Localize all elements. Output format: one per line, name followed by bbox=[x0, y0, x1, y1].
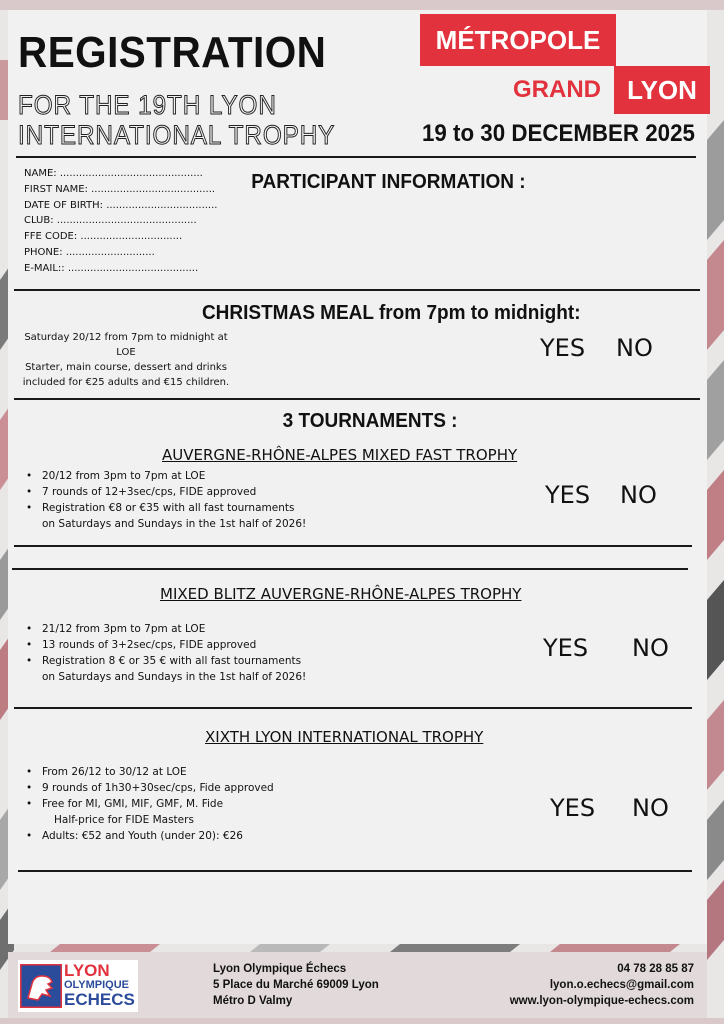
club-contact bbox=[510, 961, 694, 1009]
tournament-3-yes-option[interactable]: YES bbox=[550, 794, 596, 822]
tournament-2-details bbox=[22, 621, 306, 685]
tournament-1-name: AUVERGNE-RHÔNE-ALPES MIXED FAST TROPHY bbox=[162, 446, 518, 464]
phone-number: 04 78 28 85 87 bbox=[617, 963, 694, 975]
email-field[interactable]: E-MAIL:: ......................................... bbox=[24, 262, 199, 274]
website-link[interactable]: www.lyon-olympique-echecs.com bbox=[509, 995, 694, 1007]
email-link[interactable]: lyon.o.echecs@gmail.com bbox=[549, 979, 694, 991]
detail-item: • 21/12 from 3pm to 7pm at LOE bbox=[36, 621, 306, 637]
club-logo-line2: OLYMPIQUE bbox=[64, 979, 129, 991]
club-address bbox=[213, 961, 379, 1009]
meal-yes-option[interactable]: YES bbox=[540, 334, 586, 362]
club-field[interactable]: CLUB: ............................................ bbox=[24, 215, 197, 227]
metropole-logo-top: MÉTROPOLE bbox=[420, 14, 616, 66]
divider bbox=[14, 398, 700, 400]
detail-continuation: on Saturdays and Sundays in the 1st half of 2026! bbox=[42, 671, 307, 683]
participant-heading: PARTICIPANT INFORMATION : bbox=[251, 171, 526, 193]
meal-desc-line: included for €25 adults and €15 children. bbox=[22, 377, 230, 388]
meal-description bbox=[16, 330, 236, 390]
address-line: Métro D Valmy bbox=[213, 995, 293, 1007]
detail-item: • Free for MI, GMI, MIF, GMF, M. Fide bbox=[36, 796, 274, 812]
tournament-1-no-option[interactable]: NO bbox=[620, 481, 657, 509]
lion-icon bbox=[20, 964, 62, 1008]
tournament-3-details bbox=[22, 764, 274, 844]
detail-item: • 20/12 from 3pm to 7pm at LOE bbox=[36, 468, 306, 484]
tournament-1-yes-option[interactable]: YES bbox=[545, 481, 591, 509]
address-line: 5 Place du Marché 69009 Lyon bbox=[213, 979, 379, 991]
meal-desc-line: Starter, main course, dessert and drinks bbox=[25, 362, 227, 373]
divider bbox=[12, 568, 688, 570]
tournament-3-no-option[interactable]: NO bbox=[632, 794, 669, 822]
tournament-2-yes-option[interactable]: YES bbox=[543, 634, 589, 662]
club-logo-line1: LYON bbox=[64, 961, 110, 980]
club-logo bbox=[18, 960, 138, 1012]
name-field[interactable]: NAME: ............................................. bbox=[24, 168, 203, 179]
detail-item: • Adults: €52 and Youth (under 20): €26 bbox=[36, 828, 274, 844]
tournament-3-name: XIXTH LYON INTERNATIONAL TROPHY bbox=[205, 728, 484, 746]
detail-item: • Registration 8 € or 35 € with all fast tournaments bbox=[36, 653, 306, 669]
event-dates: 19 to 30 DECEMBER 2025 bbox=[422, 120, 695, 147]
metropole-logo-lyon: LYON bbox=[614, 66, 710, 114]
tournaments-heading: 3 TOURNAMENTS : bbox=[282, 410, 458, 432]
detail-item: • Registration €8 or €35 with all fast tournaments bbox=[36, 500, 306, 516]
meal-no-option[interactable]: NO bbox=[616, 334, 653, 362]
detail-item: • From 26/12 to 30/12 at LOE bbox=[36, 764, 274, 780]
divider bbox=[14, 707, 692, 709]
divider bbox=[16, 156, 696, 158]
phone-field[interactable]: PHONE: ............................ bbox=[24, 246, 155, 258]
divider bbox=[14, 289, 700, 291]
subtitle-line-2: INTERNATIONAL TROPHY bbox=[18, 120, 336, 150]
ffe-code-field[interactable]: FFE CODE: ................................ bbox=[24, 231, 183, 243]
detail-item: • 9 rounds of 1h30+30sec/cps, Fide approved bbox=[36, 780, 274, 796]
divider bbox=[18, 870, 692, 872]
first-name-field[interactable]: FIRST NAME: ....................................... bbox=[24, 183, 216, 195]
subtitle-line-1: FOR THE 19TH LYON bbox=[18, 90, 277, 120]
metropole-logo-grand: GRAND bbox=[513, 76, 601, 103]
detail-item: • 7 rounds of 12+3sec/cps, FIDE approved bbox=[36, 484, 306, 500]
meal-desc-line: Saturday 20/12 from 7pm to midnight at bbox=[24, 332, 228, 343]
page-title: REGISTRATION bbox=[18, 28, 327, 77]
meal-desc-line: LOE bbox=[116, 347, 136, 358]
divider bbox=[14, 545, 692, 547]
tournament-2-no-option[interactable]: NO bbox=[632, 634, 669, 662]
participant-fields bbox=[24, 166, 217, 277]
detail-item: • 13 rounds of 3+2sec/cps, FIDE approved bbox=[36, 637, 306, 653]
detail-continuation: on Saturdays and Sundays in the 1st half of 2026! bbox=[42, 518, 307, 530]
address-line: Lyon Olympique Échecs bbox=[213, 963, 347, 975]
tournament-2-name: MIXED BLITZ AUVERGNE-RHÔNE-ALPES TROPHY bbox=[160, 585, 522, 603]
date-of-birth-field[interactable]: DATE OF BIRTH: ................................... bbox=[24, 199, 218, 211]
detail-continuation: Half-price for FIDE Masters bbox=[54, 814, 194, 826]
meal-heading: CHRISTMAS MEAL from 7pm to midnight: bbox=[201, 302, 581, 324]
tournament-1-details bbox=[22, 468, 306, 532]
club-logo-line3: ECHECS bbox=[64, 990, 135, 1009]
